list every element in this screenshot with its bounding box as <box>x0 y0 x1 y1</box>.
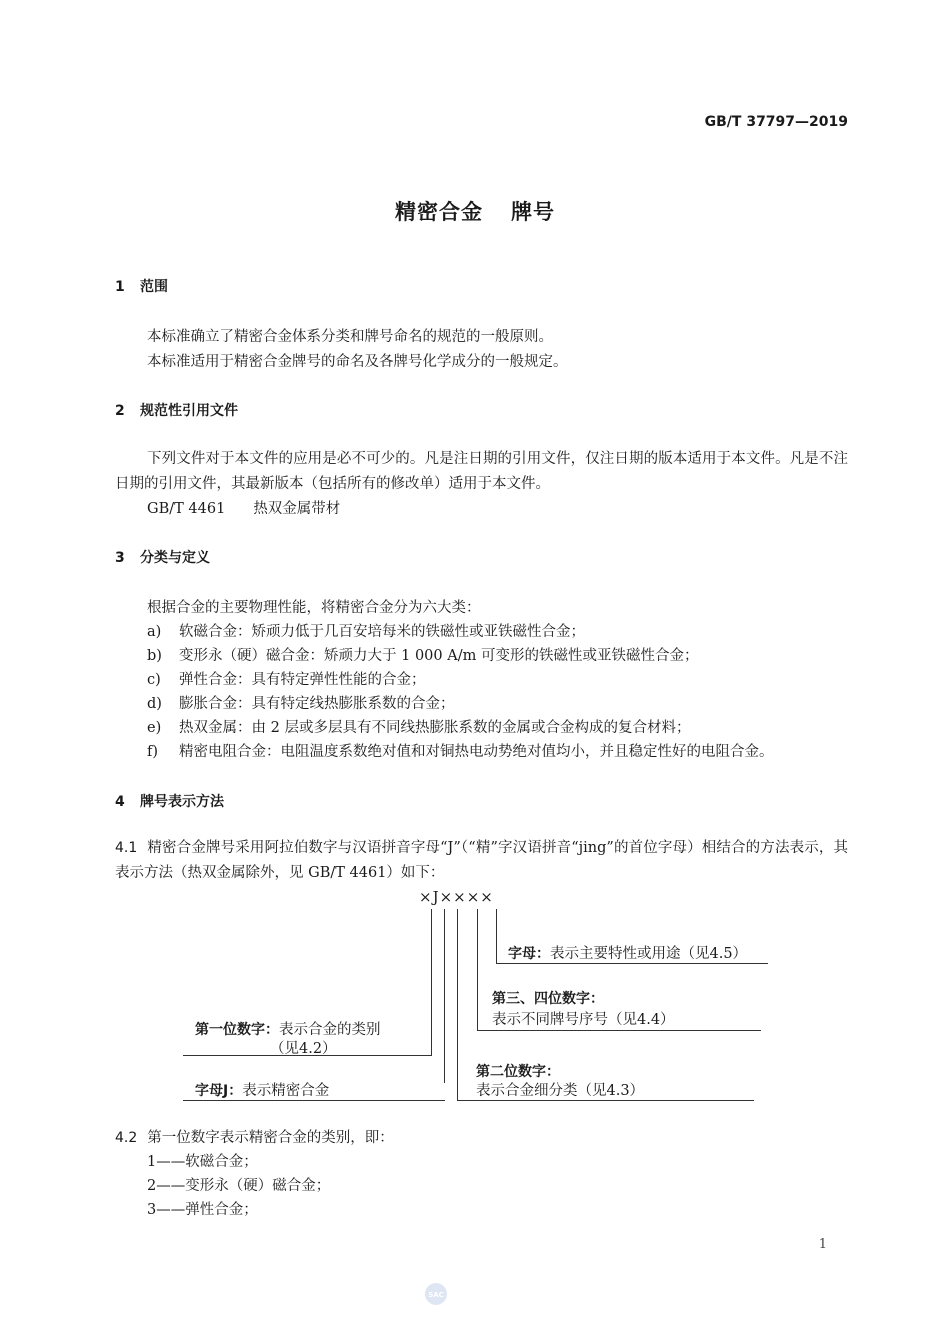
connector-line <box>477 1030 761 1031</box>
letter-suffix-label: 字母：表示主要特性或用途（见4.5） <box>508 946 748 962</box>
reference-code: GB/T 4461 <box>147 501 226 517</box>
third-fourth-digit-desc: 表示不同牌号序号（见4.4） <box>492 1012 675 1028</box>
third-fourth-digit-label: 第三、四位数字： <box>492 991 604 1007</box>
connector-line <box>183 1100 445 1101</box>
section4-2-paragraph <box>115 1126 394 1147</box>
list-item: c) 弹性合金：具有特定弹性性能的合金； <box>147 672 426 688</box>
connector-line <box>457 909 458 1100</box>
page-number: 1 <box>818 1237 827 1252</box>
section1-paragraph-2: 本标准适用于精密合金牌号的命名及各牌号化学成分的一般规定。 <box>147 354 568 370</box>
normative-reference <box>147 497 340 518</box>
section3-intro: 根据合金的主要物理性能，将精密合金分为六大类： <box>147 600 481 616</box>
section1-heading: 1 范围 <box>115 279 168 295</box>
connector-line <box>431 909 432 1055</box>
document-title <box>0 196 950 226</box>
letter-j-label: 字母J：表示精密合金 <box>195 1083 330 1099</box>
list-item: 3——弹性合金； <box>147 1202 258 1218</box>
section4-heading: 4 牌号表示方法 <box>115 794 224 810</box>
list-item: 1——软磁合金； <box>147 1154 258 1170</box>
second-digit-desc: 表示合金细分类（见4.3） <box>476 1083 645 1099</box>
list-item: a) 软磁合金：矫顽力低于几百安培每米的铁磁性或亚铁磁性合金； <box>147 624 585 640</box>
second-digit-label: 第二位数字： <box>476 1064 560 1080</box>
section4-1-text: 精密合金牌号采用阿拉伯数字与汉语拼音字母“J”（“精”字汉语拼音“jing”的首位字母）相结合的方法表示，其表示方法（热双金属除外，见 GB/T 4461）如下： <box>115 840 848 881</box>
connector-line <box>496 909 497 963</box>
reference-title: 热双金属带材 <box>253 501 341 517</box>
list-item: e) 热双金属：由 2 层或多层具有不同线热膨胀系数的金属或合金构成的复合材料； <box>147 720 691 736</box>
designation-pattern: ×J×××× <box>419 888 494 906</box>
list-item: f) 精密电阻合金：电阻温度系数绝对值和对铜热电动势绝对值均小，并且稳定性好的电阻合金。 <box>147 744 774 760</box>
section4-2-text: 第一位数字表示精密合金的类别，即： <box>147 1130 394 1146</box>
section4-1-paragraph <box>115 836 848 886</box>
list-item: d) 膨胀合金：具有特定线热膨胀系数的合金； <box>147 696 455 712</box>
section4-2-num: 4.2 <box>115 1130 138 1146</box>
list-item: 2——变形永（硬）磁合金； <box>147 1178 331 1194</box>
sac-logo-icon <box>424 1282 448 1306</box>
first-digit-ref: （见4.2） <box>270 1041 337 1057</box>
section3-heading: 3 分类与定义 <box>115 550 210 566</box>
list-item: b) 变形永（硬）磁合金：矫顽力大于 1 000 A/m 可变形的铁磁性或亚铁磁性合金； <box>147 648 699 664</box>
section2-heading: 2 规范性引用文件 <box>115 403 238 419</box>
connector-line <box>477 909 478 1031</box>
connector-line <box>457 1100 754 1101</box>
section1-paragraph-1: 本标准确立了精密合金体系分类和牌号命名的规范的一般原则。 <box>147 329 553 345</box>
section4-1-num: 4.1 <box>115 840 138 856</box>
title-part1: 精密合金 <box>395 200 483 224</box>
title-part2: 牌号 <box>511 200 555 224</box>
connector-line <box>444 909 445 1083</box>
logo-text: SAC <box>428 1291 444 1299</box>
section2-paragraph: 下列文件对于本文件的应用是必不可少的。凡是注日期的引用文件，仅注日期的版本适用于本文件。凡是不注日期的引用文件，其最新版本（包括所有的修改单）适用于本文件。 <box>115 451 848 492</box>
first-digit-label: 第一位数字：表示合金的类别 <box>195 1022 381 1038</box>
standard-number: GB/T 37797—2019 <box>704 114 848 130</box>
connector-line <box>496 963 768 964</box>
